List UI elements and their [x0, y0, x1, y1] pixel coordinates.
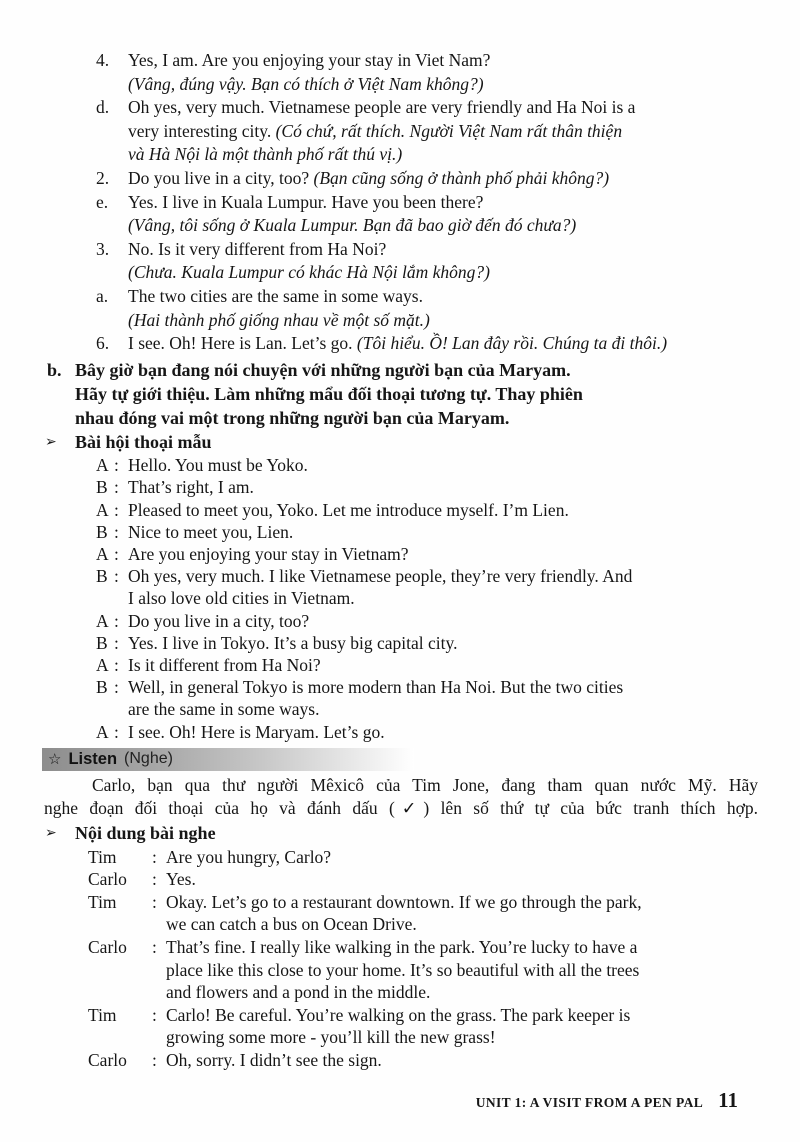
speaker-name: B [96, 632, 108, 653]
item-label: b. [47, 359, 62, 380]
english-text: No. Is it very different from Ha Noi? [128, 238, 387, 259]
text-line: nhau đóng vai một trong những người bạn của Maryam. [75, 407, 510, 428]
english-text: The two cities are the same in some ways. [128, 285, 423, 306]
intro-paragraph [44, 774, 758, 821]
speaker-colon: : [152, 891, 157, 912]
arrow-bullet-icon: ➢ [45, 826, 57, 842]
dialogue-line [0, 676, 800, 720]
text-line [128, 214, 762, 238]
paragraph-line: nghe đoạn đối thoại của họ và đánh dấu (✓) lên số thứ tự của bức tranh thích hợp. [44, 798, 758, 819]
speaker-name: Carlo [88, 869, 127, 890]
speech-text: Yes. I live in Tokyo. It’s a busy big capital city. [128, 632, 458, 653]
speaker-name: B [96, 477, 108, 498]
text-line [128, 143, 762, 167]
vietnamese-translation: (Chưa. Kuala Lumpur có khác Hà Nội lắm không?) [128, 262, 490, 283]
dialogue-line [0, 632, 800, 654]
speaker-colon: : [152, 869, 157, 890]
speaker-colon: : [114, 477, 119, 498]
speech-text: Pleased to meet you, Yoko. Let me introduce myself. I’m Lien. [128, 499, 569, 520]
vietnamese-translation: (Hai thành phố giống nhau về một số mặt.) [128, 309, 430, 330]
english-text: Do you live in a city, too? [128, 167, 314, 188]
exercise-item [0, 191, 800, 238]
text-line [128, 96, 762, 120]
dialogue-line [0, 543, 800, 565]
speaker-colon: : [152, 1004, 157, 1025]
speech-text: Carlo! Be careful. You’re walking on the grass. The park keeper is [166, 1004, 631, 1025]
dialogue-line [0, 846, 800, 869]
speech-text: Is it different from Ha Noi? [128, 655, 321, 676]
item-label: 2. [96, 167, 110, 188]
section-heading-label: Nội dung bài nghe [75, 823, 216, 844]
text-line [128, 261, 762, 285]
exercise-item [0, 167, 800, 191]
speech-text: we can catch a bus on Ocean Drive. [166, 914, 417, 935]
speaker-colon: : [114, 632, 119, 653]
vietnamese-translation: (Bạn cũng sống ở thành phố phải không?) [313, 167, 610, 188]
page-number: 11 [718, 1088, 738, 1113]
exercise-item [0, 285, 800, 332]
listen-title: Listen [68, 749, 118, 768]
exercise-item [0, 238, 800, 285]
speech-text: That’s right, I am. [128, 477, 254, 498]
text-line [128, 191, 762, 215]
dialogue-line [0, 476, 800, 498]
listen-subtitle: (Nghe) [124, 750, 173, 768]
text-line [128, 73, 762, 97]
speaker-name: Tim [88, 846, 117, 867]
vietnamese-translation: và Hà Nội là một thành phố rất thú vị.) [128, 144, 403, 165]
speech-text: I see. Oh! Here is Maryam. Let’s go. [128, 721, 385, 742]
speech-text: are the same in some ways. [128, 699, 320, 720]
vietnamese-translation: (Vâng, tôi sống ở Kuala Lumpur. Bạn đã bao giờ đến đó chưa?) [128, 215, 577, 236]
item-label: 4. [96, 50, 110, 70]
speaker-colon: : [114, 521, 119, 542]
dialogue-line [0, 499, 800, 521]
english-text: very interesting city. [128, 120, 276, 141]
text-line: Hãy tự giới thiệu. Làm những mẩu đối thoại tương tự. Thay phiên [75, 383, 583, 404]
speech-text: Well, in general Tokyo is more modern than Ha Noi. But the two cities [128, 677, 624, 698]
speaker-colon: : [114, 610, 119, 631]
section-heading-label: Bài hội thoại mẫu [75, 431, 212, 452]
speaker-name: Tim [88, 1004, 117, 1025]
speaker-name: Carlo [88, 1049, 127, 1070]
dialogue-line [0, 891, 800, 936]
speaker-colon: : [114, 544, 119, 565]
speaker-colon: : [114, 655, 119, 676]
speaker-colon: : [152, 846, 157, 867]
dialogue-line [0, 1049, 800, 1072]
text-line [128, 285, 762, 309]
speech-text: Oh yes, very much. I like Vietnamese people, they’re very friendly. And [128, 566, 633, 587]
speech-text: Hello. You must be Yoko. [128, 455, 308, 476]
speaker-name: A [96, 610, 109, 631]
text-line: Bây giờ bạn đang nói chuyện với những người bạn của Maryam. [75, 359, 571, 380]
exercise-item [0, 96, 800, 167]
speaker-name: A [96, 455, 109, 476]
text-line [128, 309, 762, 333]
vietnamese-translation: (Vâng, đúng vậy. Bạn có thích ở Việt Nam không?) [128, 73, 484, 94]
text-line [128, 238, 762, 262]
section-heading [0, 430, 800, 455]
dialogue-line [0, 610, 800, 632]
speech-text: place like this close to your home. It’s so beautiful with all the trees [166, 959, 640, 980]
dialogue-line [0, 936, 800, 1004]
speech-text: Yes. [166, 869, 196, 890]
task-item [0, 358, 800, 430]
english-text: Yes, I am. Are you enjoying your stay in Viet Nam? [128, 50, 491, 70]
text-line [128, 167, 762, 191]
speaker-colon: : [152, 936, 157, 957]
section-heading [0, 821, 800, 846]
speaker-name: A [96, 655, 109, 676]
speaker-name: B [96, 677, 108, 698]
dialogue-line [0, 454, 800, 476]
speech-text: Are you hungry, Carlo? [166, 846, 332, 867]
speech-text: I also love old cities in Vietnam. [128, 588, 355, 609]
speech-text: Do you live in a city, too? [128, 610, 310, 631]
speech-text: Nice to meet you, Lien. [128, 521, 294, 542]
speaker-name: B [96, 521, 108, 542]
unit-title: UNIT 1: A VISIT FROM A PEN PAL [475, 1095, 704, 1111]
speech-text: Okay. Let’s go to a restaurant downtown. If we go through the park, [166, 891, 642, 912]
vietnamese-translation: (Có chứ, rất thích. Người Việt Nam rất thân thiện [275, 120, 623, 141]
speaker-name: A [96, 499, 109, 520]
speaker-name: A [96, 544, 109, 565]
speaker-colon: : [114, 721, 119, 742]
speaker-name: B [96, 566, 108, 587]
speech-text: and flowers and a pond in the middle. [166, 982, 431, 1003]
arrow-bullet-icon: ➢ [45, 434, 57, 450]
english-text: I see. Oh! Here is Lan. Let’s go. [128, 333, 357, 354]
item-label: 6. [96, 333, 110, 354]
vietnamese-translation: (Tôi hiểu. Ồ! Lan đây rồi. Chúng ta đi thôi.) [356, 333, 668, 354]
dialogue-line [0, 868, 800, 891]
page-footer [0, 1088, 800, 1113]
exercise-item [0, 332, 800, 356]
english-text: Yes. I live in Kuala Lumpur. Have you been there? [128, 191, 484, 212]
speaker-colon: : [152, 1049, 157, 1070]
speaker-name: Tim [88, 891, 117, 912]
speaker-colon: : [114, 677, 119, 698]
speech-text: Oh, sorry. I didn’t see the sign. [166, 1049, 382, 1070]
dialogue-line [0, 721, 800, 743]
dialogue-line [0, 565, 800, 609]
speaker-name: A [96, 721, 109, 742]
text-line [128, 49, 762, 73]
listen-section-header [42, 748, 414, 771]
item-label: e. [96, 191, 109, 212]
text-line [128, 332, 762, 356]
star-icon: ☆ [48, 751, 62, 769]
item-label: 3. [96, 238, 110, 259]
item-label: d. [96, 97, 110, 118]
english-text: Oh yes, very much. Vietnamese people are very friendly and Ha Noi is a [128, 97, 636, 118]
speaker-colon: : [114, 566, 119, 587]
exercise-item [0, 49, 800, 96]
speaker-colon: : [114, 499, 119, 520]
speech-text: Are you enjoying your stay in Vietnam? [128, 544, 409, 565]
speaker-colon: : [114, 455, 119, 476]
dialogue-line [0, 521, 800, 543]
dialogue-line [0, 654, 800, 676]
text-line [128, 120, 762, 144]
speech-text: That’s fine. I really like walking in the park. You’re lucky to have a [166, 936, 638, 957]
item-label: a. [96, 285, 109, 306]
speaker-name: Carlo [88, 936, 127, 957]
dialogue-line [0, 1004, 800, 1049]
paragraph-line: Carlo, bạn qua thư người Mêxicô của Tim Jone, đang tham quan nước Mỹ. Hãy [92, 774, 758, 795]
speech-text: growing some more - you’ll kill the new grass! [166, 1027, 496, 1048]
